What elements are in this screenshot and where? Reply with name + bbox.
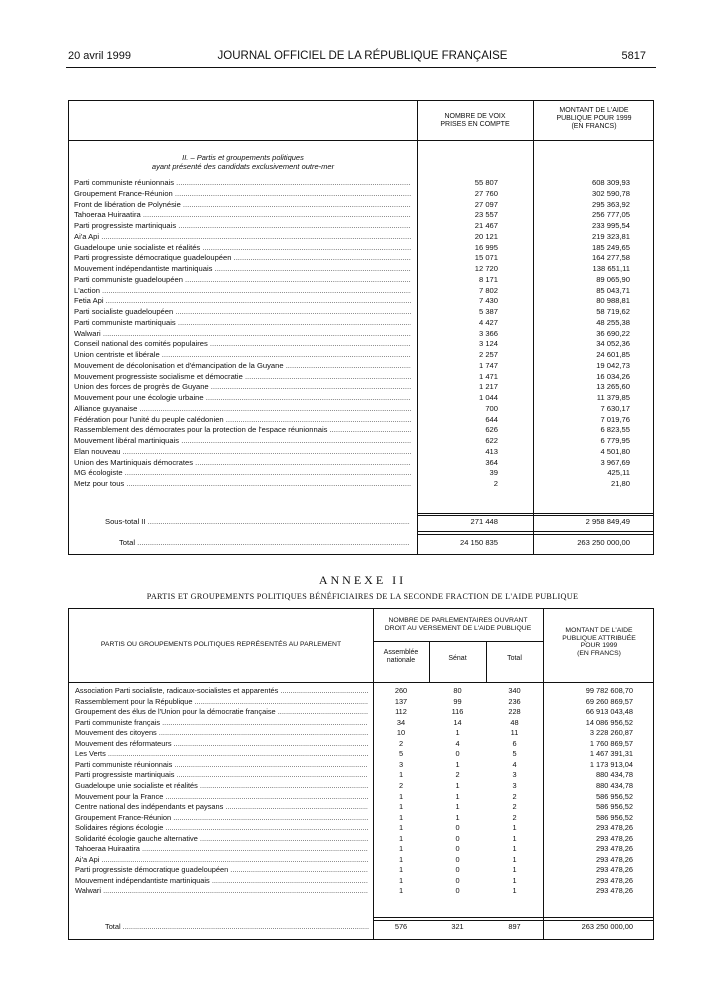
votes-value: 622 <box>485 436 498 445</box>
total-value: 1 <box>512 854 517 864</box>
party-name: Parti communiste français ..... <box>75 718 368 728</box>
header-date: 20 avril 1999 <box>68 50 131 62</box>
amount-value: 295 363,92 <box>591 199 630 209</box>
amount-value: 34 052,36 <box>596 339 630 349</box>
total-value: 1 <box>512 886 517 896</box>
amount-value: 11 379,85 <box>596 393 630 402</box>
party-name: Parti socialiste guadeloupéen ..... <box>74 307 411 318</box>
table-row <box>69 232 653 243</box>
total-value: 1 <box>512 823 517 833</box>
amount-value: 36 690,22 <box>596 328 630 338</box>
party-name: L'action ..... <box>74 286 411 297</box>
total-value: 3 <box>512 770 517 780</box>
party-name: Parti communiste martiniquais ..... <box>74 318 411 329</box>
votes-value: 20 121 <box>474 231 498 241</box>
total-senat: 321 <box>451 922 464 931</box>
total-value: 2 <box>512 791 517 801</box>
party-name: Mouvement des citoyens ..... <box>75 728 368 738</box>
amount-value: 185 249,65 <box>591 242 630 252</box>
party-name: Groupement France-Réunion ..... <box>74 189 411 200</box>
amount-value: 7 019,76 <box>600 414 630 424</box>
votes-value: 1 471 <box>478 371 498 381</box>
total-value: 48 <box>510 717 519 727</box>
party-name: Parti progressiste martiniquais ..... <box>75 770 368 780</box>
amount-value: 138 651,11 <box>592 264 630 273</box>
party-name: Mouvement indépendantiste martiniquais ..... <box>74 264 411 275</box>
party-name: Parti communiste guadeloupéen ..... <box>74 275 411 286</box>
party-name: Walwari ..... <box>75 886 368 896</box>
total-value: 2 <box>512 802 517 812</box>
total-divider <box>417 534 653 535</box>
total-label: Total ..... <box>119 538 410 547</box>
assemblee-value: 34 <box>396 717 406 727</box>
table-row <box>69 813 653 823</box>
assemblee-value: 1 <box>398 844 404 854</box>
amount-value: 586 956,52 <box>596 791 633 801</box>
assemblee-value: 1 <box>398 823 404 833</box>
total-value: 6 <box>512 738 517 748</box>
total-votes: 24 150 835 <box>459 538 498 547</box>
votes-value: 12 720 <box>474 264 498 273</box>
assemblee-value: 1 <box>398 812 404 822</box>
subtotal-divider <box>417 513 653 514</box>
amount-value: 14 086 956,52 <box>585 717 633 727</box>
votes-value: 7 802 <box>478 285 498 295</box>
table-row <box>69 823 653 833</box>
amount-value: 13 265,60 <box>596 382 630 392</box>
table-row <box>69 243 653 254</box>
amount-value: 69 260 869,57 <box>585 696 633 706</box>
amount-value: 48 255,38 <box>596 317 630 327</box>
amount-value: 880 434,78 <box>596 780 633 790</box>
table-row <box>69 264 653 275</box>
table-row <box>69 447 653 458</box>
amount-column-header: MONTANT DE L'AIDE PUBLIQUE POUR 1999 (EN FRANCS) <box>556 107 632 130</box>
total-assemblee: 576 <box>394 922 408 931</box>
votes-value: 23 557 <box>474 210 498 220</box>
party-name: Groupement des élus de l'Union pour la démocratie française ..... <box>75 707 368 717</box>
senat-value: 99 <box>453 696 462 706</box>
amount-value: 1 467 391,31 <box>589 749 633 759</box>
votes-value: 364 <box>485 457 498 467</box>
table-row <box>69 458 653 469</box>
amount-value: 233 995,54 <box>591 221 630 230</box>
header-rule <box>66 67 656 68</box>
senat-value: 0 <box>455 823 460 833</box>
amount-value: 608 309,93 <box>591 178 630 187</box>
annexe-subtitle: PARTIS ET GROUPEMENTS POLITIQUES BÉNÉFICIAIRES DE LA SECONDE FRACTION DE L'AIDE PUBLIQUE <box>146 592 579 601</box>
amount-value: 302 590,78 <box>591 188 630 198</box>
votes-value: 55 807 <box>474 178 498 187</box>
assemblee-column-header: Assemblée nationale <box>383 649 419 664</box>
table-row <box>69 339 653 350</box>
assemblee-value: 1 <box>398 865 404 875</box>
party-name: Union centriste et libérale ..... <box>74 350 411 361</box>
party-name: Walwari ..... <box>74 329 411 340</box>
party-name: Elan nouveau ..... <box>74 447 411 458</box>
table-row <box>69 393 653 404</box>
amount-value: 293 478,26 <box>596 865 633 875</box>
subtotal-amount: 2 958 849,49 <box>585 517 630 526</box>
party-name: Mouvement indépendantiste martiniquais ..... <box>75 876 368 886</box>
table-row <box>69 792 653 802</box>
votes-value: 27 760 <box>474 188 498 198</box>
senat-value: 1 <box>455 728 460 738</box>
party-name: Solidarité écologie gauche alternative ..... <box>75 834 368 844</box>
table-row <box>69 372 653 383</box>
senat-value: 1 <box>455 759 460 769</box>
amount-value: 99 782 608,70 <box>585 686 633 695</box>
votes-value: 3 124 <box>478 339 498 349</box>
party-name: Fédération pour l'unité du peuple calédonien ..... <box>74 415 411 426</box>
votes-value: 1 044 <box>478 393 498 402</box>
annexe-title: ANNEXE II <box>318 573 407 587</box>
assemblee-value: 1 <box>398 833 404 843</box>
party-name: Parti communiste réunionnais ..... <box>74 178 411 189</box>
assemblee-value: 112 <box>395 707 407 717</box>
assemblee-value: 2 <box>398 738 404 748</box>
total-value: 5 <box>512 749 517 759</box>
party-name: Union des Martiniquais démocrates ..... <box>74 458 411 469</box>
table-row <box>69 728 653 738</box>
amount-value: 21,80 <box>610 479 630 488</box>
senat-value: 0 <box>455 886 460 896</box>
total-value: 1 <box>512 844 517 854</box>
header-divider <box>69 140 653 141</box>
amount-value: 19 042,73 <box>596 360 630 370</box>
parliament-aid-table <box>68 608 654 940</box>
total-value: 1 <box>512 875 517 885</box>
table-row <box>69 844 653 854</box>
total-value: 1 <box>512 833 517 843</box>
table-row <box>69 760 653 770</box>
senat-value: 1 <box>455 802 460 812</box>
party-name: Mouvement de décolonisation et d'émancipation de la Guyane ..... <box>74 361 411 372</box>
amount-value: 6 823,55 <box>600 425 630 435</box>
votes-value: 7 430 <box>478 296 498 306</box>
votes-value: 1 217 <box>478 382 498 392</box>
party-name: Ai'a Api ..... <box>74 232 411 243</box>
table-row <box>69 802 653 812</box>
table-row <box>69 221 653 232</box>
votes-value: 2 <box>493 479 498 488</box>
party-name: Tahoeraa Huiraatira ..... <box>75 844 368 854</box>
senat-value: 14 <box>453 717 462 727</box>
votes-value: 15 071 <box>474 253 498 263</box>
amount-value: 293 478,26 <box>596 854 633 864</box>
amount-value: 256 777,05 <box>591 210 630 220</box>
party-column-header: PARTIS OU GROUPEMENTS POLITIQUES REPRÉSENTÉS AU PARLEMENT <box>100 641 342 648</box>
subtotal-label: Sous-total II ..... <box>105 517 410 526</box>
party-name: Rassemblement pour la République ..... <box>75 697 368 707</box>
amount-value: 293 478,26 <box>596 886 633 896</box>
table-row <box>69 855 653 865</box>
assemblee-value: 10 <box>396 728 406 738</box>
votes-value: 413 <box>485 446 498 456</box>
senat-value: 0 <box>455 875 460 885</box>
assemblee-value: 1 <box>398 770 404 780</box>
total-value: 236 <box>508 696 521 706</box>
assemblee-value: 1 <box>398 802 404 812</box>
table-row <box>69 415 653 426</box>
senat-value: 4 <box>455 738 460 748</box>
assemblee-value: 137 <box>394 696 408 706</box>
party-name: Guadeloupe unie socialiste et réalités ..... <box>74 243 411 254</box>
party-name: Association Parti socialiste, radicaux-socialistes et apparentés ..... <box>75 686 368 696</box>
table-row <box>69 686 653 696</box>
table-row <box>69 296 653 307</box>
votes-value: 700 <box>485 403 498 413</box>
subtotal-votes: 271 448 <box>470 517 498 526</box>
amount-value: 4 501,80 <box>600 446 630 456</box>
amount-value: 293 478,26 <box>596 833 633 843</box>
party-name: Parti communiste réunionnais ..... <box>75 760 368 770</box>
total-row <box>69 920 653 934</box>
senat-value: 1 <box>455 812 460 822</box>
assemblee-value: 1 <box>398 875 404 885</box>
votes-value: 39 <box>489 468 498 478</box>
amount-value: 85 043,71 <box>596 285 630 295</box>
subtotal-divider <box>417 515 653 516</box>
party-name: Les Verts ..... <box>75 749 368 759</box>
amount-value: 425,11 <box>607 468 630 478</box>
table-row <box>69 350 653 361</box>
party-name: Solidaires régions écologie ..... <box>75 823 368 833</box>
assemblee-value: 1 <box>398 886 404 896</box>
amount-value: 293 478,26 <box>596 823 633 833</box>
table-row <box>69 178 653 189</box>
party-name: Tahoeraa Huiraatira ..... <box>74 210 411 221</box>
party-name: Ai'a Api ..... <box>75 855 368 865</box>
amount-value: 80 988,81 <box>596 296 630 306</box>
total-label: Total ..... <box>105 920 369 934</box>
total-value: 2 <box>512 812 517 822</box>
votes-value: 626 <box>485 425 498 435</box>
assemblee-value: 260 <box>394 686 408 695</box>
table-row <box>69 770 653 780</box>
party-name: Front de libération de Polynésie ..... <box>74 200 411 211</box>
votes-value: 8 171 <box>478 274 498 284</box>
senat-value: 0 <box>455 833 460 843</box>
amount-value: 219 323,81 <box>591 231 630 241</box>
amount-value: 66 913 043,48 <box>585 707 633 717</box>
table-row <box>69 382 653 393</box>
votes-value: 21 467 <box>474 221 498 230</box>
amount-value: 586 956,52 <box>596 802 633 812</box>
amount-value: 89 065,90 <box>596 274 630 284</box>
table-row <box>69 834 653 844</box>
senat-value: 0 <box>455 749 460 759</box>
amount-value: 3 967,69 <box>600 457 630 467</box>
senat-column-header: Sénat <box>448 655 467 662</box>
total-divider <box>373 917 653 918</box>
party-votes-table <box>68 100 654 555</box>
table-row <box>69 307 653 318</box>
votes-value: 27 097 <box>474 199 498 209</box>
senat-value: 116 <box>451 707 464 717</box>
senat-value: 0 <box>455 865 460 875</box>
votes-value: 2 257 <box>478 350 498 359</box>
header-page-number: 5817 <box>621 50 646 62</box>
assemblee-value: 2 <box>398 780 404 790</box>
header-divider <box>69 682 653 683</box>
total-column-header: Total <box>507 655 522 662</box>
votes-value: 4 427 <box>478 317 498 327</box>
party-name: Union des forces de progrès de Guyane ..... <box>74 382 411 393</box>
party-name: Mouvement pour une écologie urbaine ..... <box>74 393 411 404</box>
party-name: Mouvement pour la France ..... <box>75 792 368 802</box>
amount-column-header: MONTANT DE L'AIDE PUBLIQUE ATTRIBUÉE POUR 1999 (EN FRANCS) <box>562 627 636 657</box>
total-value: 11 <box>510 728 519 738</box>
party-name: Mouvement libéral martiniquais ..... <box>74 436 411 447</box>
party-name: Alliance guyanaise ..... <box>74 404 411 415</box>
senat-value: 2 <box>455 770 460 780</box>
table-row <box>69 876 653 886</box>
table-row <box>69 468 653 479</box>
party-name: Guadeloupe unie socialiste et réalités ..... <box>75 781 368 791</box>
party-name: Fetia Api ..... <box>74 296 411 307</box>
votes-value: 5 387 <box>478 307 498 316</box>
amount-value: 293 478,26 <box>596 844 633 854</box>
total-value: 228 <box>508 707 521 717</box>
parliamentarians-group-header: NOMBRE DE PARLEMENTAIRES OUVRANT DROIT AU VERSEMENT DE L'AIDE PUBLIQUE <box>384 617 532 632</box>
amount-value: 1 760 869,57 <box>589 738 633 748</box>
total-value: 3 <box>512 780 517 790</box>
group-header-divider <box>373 641 543 642</box>
senat-value: 0 <box>455 844 460 854</box>
total-divider <box>417 531 653 532</box>
table-row <box>69 707 653 717</box>
table-row <box>69 318 653 329</box>
votes-column-header: NOMBRE DE VOIX PRISES EN COMPTE <box>440 113 510 128</box>
amount-value: 6 779,95 <box>600 436 630 445</box>
amount-value: 880 434,78 <box>596 770 633 780</box>
header-journal-title: JOURNAL OFFICIEL DE LA RÉPUBLIQUE FRANÇAISE <box>217 50 508 62</box>
amount-value: 586 956,52 <box>596 812 633 822</box>
party-name: Mouvement des réformateurs ..... <box>75 739 368 749</box>
votes-value: 3 366 <box>478 328 498 338</box>
amount-value: 24 601,85 <box>596 350 630 359</box>
table-row <box>69 749 653 759</box>
total-value: 340 <box>508 686 521 695</box>
amount-value: 58 719,62 <box>596 307 630 316</box>
table-row <box>69 200 653 211</box>
table-row <box>69 739 653 749</box>
party-name: Groupement France-Réunion ..... <box>75 813 368 823</box>
table-row <box>69 886 653 896</box>
party-name: Parti progressiste martiniquais ..... <box>74 221 411 232</box>
table-row <box>69 286 653 297</box>
party-name: Centre national des indépendants et paysans ..... <box>75 802 368 812</box>
table-row <box>69 361 653 372</box>
party-name: Metz pour tous ..... <box>74 479 411 490</box>
table-row <box>69 404 653 415</box>
total-amount: 263 250 000,00 <box>581 922 633 931</box>
total-count: 897 <box>508 922 521 931</box>
table-row <box>69 210 653 221</box>
table-row <box>69 329 653 340</box>
assemblee-value: 1 <box>398 854 404 864</box>
amount-value: 164 277,58 <box>591 253 630 263</box>
senat-value: 1 <box>455 791 460 801</box>
votes-value: 1 747 <box>478 360 498 370</box>
party-name: Rassemblement des démocrates pour la protection de l'espace réunionnais ..... <box>74 425 411 436</box>
senat-value: 0 <box>455 854 460 864</box>
table-row <box>69 275 653 286</box>
amount-value: 7 630,17 <box>600 403 630 413</box>
table-row <box>69 253 653 264</box>
assemblee-value: 1 <box>398 791 404 801</box>
party-name: Parti progressiste démocratique guadeloupéen ..... <box>75 865 368 875</box>
table-row <box>69 479 653 490</box>
table-row <box>69 697 653 707</box>
total-amount: 263 250 000,00 <box>577 538 630 547</box>
party-name: Parti progressiste démocratique guadeloupéen ..... <box>74 253 411 264</box>
amount-value: 16 034,26 <box>596 371 630 381</box>
table-row <box>69 865 653 875</box>
amount-value: 3 228 260,87 <box>589 728 633 738</box>
amount-value: 1 173 913,04 <box>589 759 633 769</box>
assemblee-value: 5 <box>398 749 404 759</box>
party-name: MG écologiste ..... <box>74 468 411 479</box>
senat-value: 1 <box>455 780 460 790</box>
votes-value: 644 <box>485 414 498 424</box>
section-title: II. – Partis et groupements politiques ayant présenté des candidats exclusivement outre-mer <box>151 153 335 171</box>
table-row <box>69 781 653 791</box>
table-row <box>69 718 653 728</box>
total-value: 4 <box>512 759 517 769</box>
amount-value: 293 478,26 <box>596 875 633 885</box>
assemblee-value: 3 <box>398 759 404 769</box>
party-name: Mouvement progressiste socialisme et démocratie ..... <box>74 372 411 383</box>
votes-value: 16 995 <box>474 242 498 252</box>
table-row <box>69 436 653 447</box>
total-value: 1 <box>512 865 517 875</box>
party-name: Conseil national des comités populaires ..... <box>74 339 411 350</box>
table-row <box>69 425 653 436</box>
table-row <box>69 189 653 200</box>
senat-value: 80 <box>453 686 462 695</box>
